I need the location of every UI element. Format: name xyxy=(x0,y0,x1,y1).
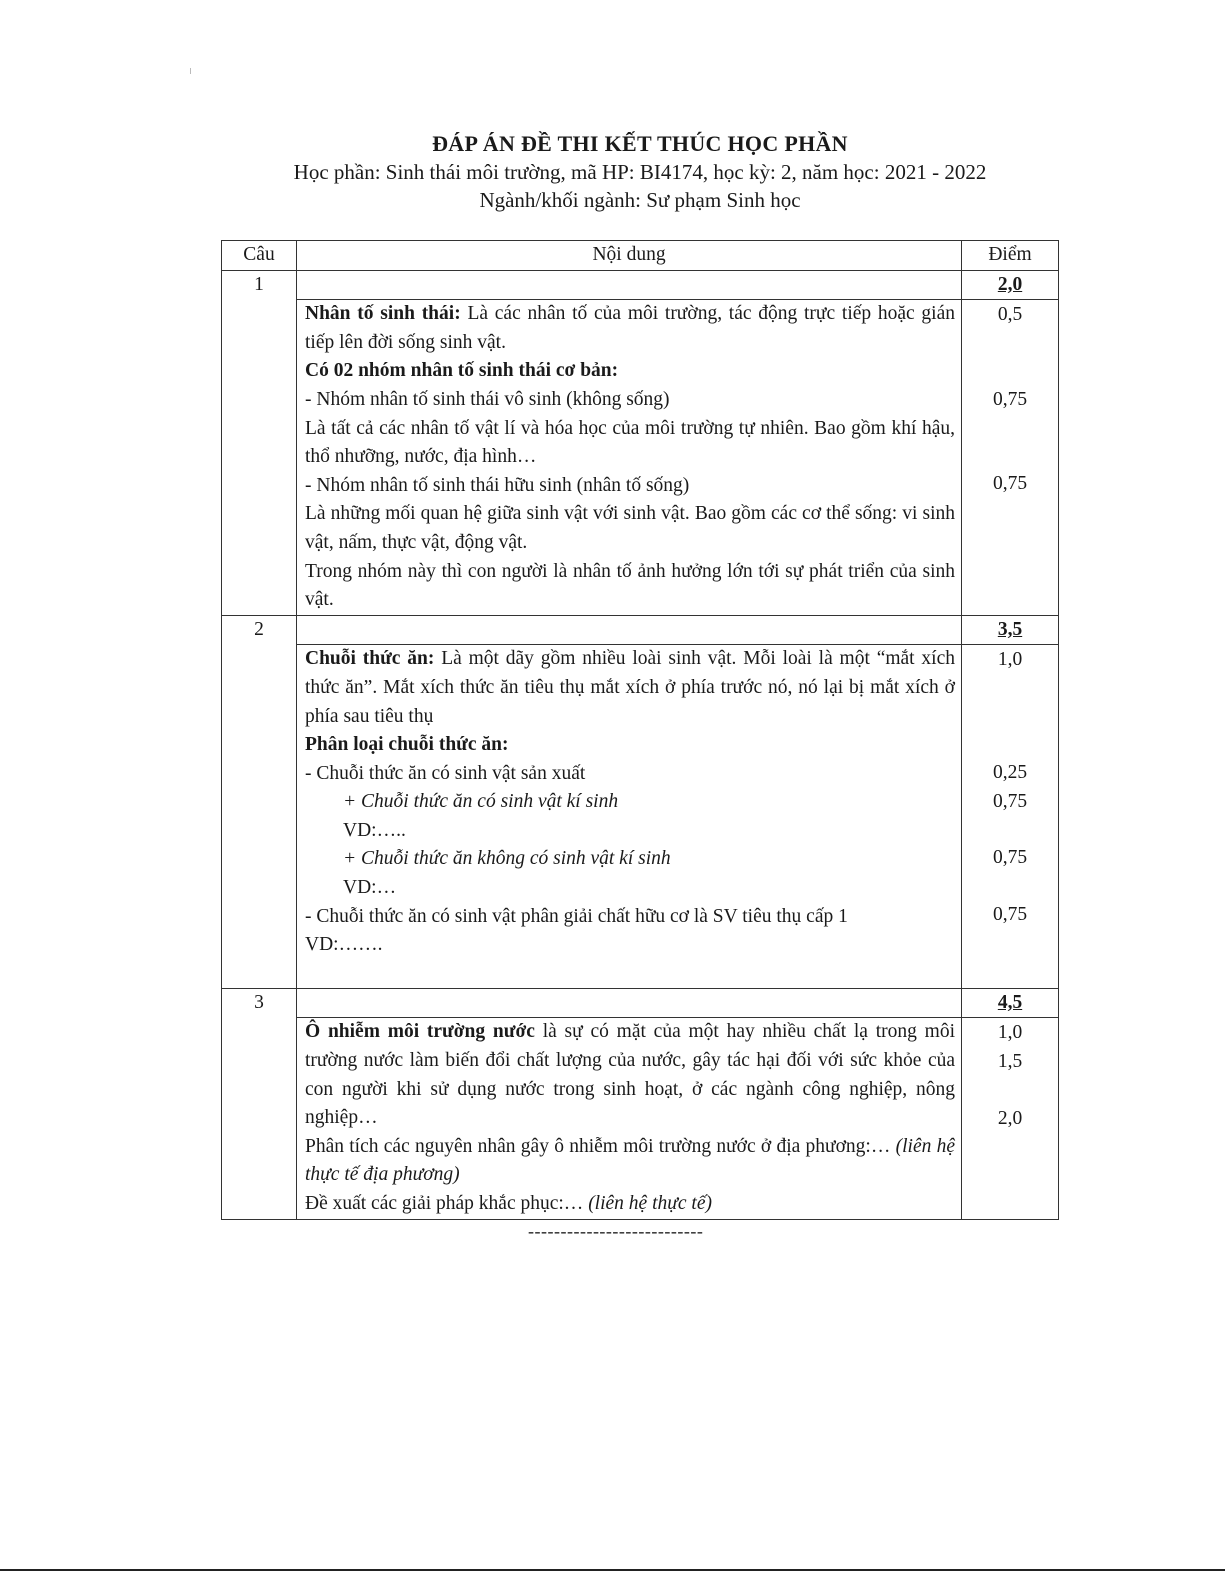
q2-content xyxy=(297,645,962,989)
q2-points-2: 0,25 xyxy=(992,761,1028,783)
q2-line-5: VD:….. xyxy=(343,819,406,841)
page-edge-line xyxy=(0,1569,1225,1571)
q3-points-3: 2,0 xyxy=(997,1107,1023,1129)
q1-line-1 xyxy=(305,300,955,357)
q1-term: Nhân tố sinh thái: xyxy=(305,303,461,325)
q3-paragraph-3 xyxy=(305,1190,955,1219)
q3-head-empty xyxy=(297,988,962,1018)
q1-head-empty xyxy=(297,270,962,300)
q3-content xyxy=(297,1018,962,1219)
scan-mark xyxy=(190,68,191,74)
q3-points-2: 1,5 xyxy=(997,1051,1023,1073)
header-diem: Điểm xyxy=(962,241,1059,271)
q2-definition: Là một dãy gồm nhiều loài sinh vật. Mỗi loài là một “mắt xích thức ăn”. Mắt xích thức ăn tiêu thụ mắt xích ở phía trước nó, nó lại bị mắt xích ở phía sau tiêu thụ xyxy=(305,648,955,727)
q2-line-8: - Chuỗi thức ăn có sinh vật phân giải chất hữu cơ là SV tiêu thụ cấp 1 xyxy=(305,905,848,927)
q3-number: 3 xyxy=(222,988,297,1219)
q1-head-row xyxy=(222,270,1059,300)
q2-line-4: + Chuỗi thức ăn có sinh vật kí sinh xyxy=(343,791,619,813)
q1-points-2: 0,75 xyxy=(992,388,1028,410)
q3-total-points: 4,5 xyxy=(962,988,1059,1018)
q1-line-3: - Nhóm nhân tố sinh thái vô sinh (không sống) xyxy=(305,388,670,410)
q3-causes: Phân tích các nguyên nhân gây ô nhiễm môi trường nước ở địa phương:… xyxy=(305,1135,896,1157)
q1-content xyxy=(297,300,962,616)
q2-points-1: 1,0 xyxy=(997,649,1023,671)
document-header xyxy=(0,130,1225,214)
q3-head-row xyxy=(222,988,1059,1018)
header-noi-dung: Nội dung xyxy=(297,241,962,271)
q2-line-9: VD:……. xyxy=(305,934,383,956)
q2-number: 2 xyxy=(222,615,297,988)
q2-line-7: VD:… xyxy=(343,877,397,899)
q1-line-7: Trong nhóm này thì con người là nhân tố ảnh hưởng lớn tới sự phát triển của sinh vật. xyxy=(305,560,955,611)
q2-points-3: 0,75 xyxy=(992,790,1028,812)
header-cau: Câu xyxy=(222,241,297,271)
q3-term: Ô nhiễm môi trường nước xyxy=(305,1021,535,1043)
q3-solutions-note: (liên hệ thực tế) xyxy=(588,1193,712,1214)
q3-definition: là sự có mặt của một hay nhiều chất lạ trong môi trường nước làm biến đổi chất lượng của nước, gây tác hại đối với sức khỏe của con người khi sử dụng nước trong sinh hoạt, ở các ngành công nghiệp, nông nghiệp… xyxy=(305,1021,955,1129)
q1-content-row xyxy=(222,300,1059,616)
q3-paragraph-2 xyxy=(305,1133,955,1190)
q1-points-1: 0,5 xyxy=(997,304,1023,326)
q2-line-3: - Chuỗi thức ăn có sinh vật sản xuất xyxy=(305,762,586,784)
q2-points xyxy=(962,645,1059,989)
q1-line-5: - Nhóm nhân tố sinh thái hữu sinh (nhân tố sống) xyxy=(305,474,690,496)
q1-points-3: 0,75 xyxy=(992,473,1028,495)
q3-solutions: Đề xuất các giải pháp khắc phục:… xyxy=(305,1193,589,1214)
page-title: ĐÁP ÁN ĐỀ THI KẾT THÚC HỌC PHẦN xyxy=(432,131,848,156)
q3-points-1: 1,0 xyxy=(997,1022,1023,1044)
q2-points-4: 0,75 xyxy=(992,847,1028,869)
q1-points xyxy=(962,300,1059,616)
q1-line-4: Là tất cả các nhân tố vật lí và hóa học của môi trường tự nhiên. Bao gồm khí hậu, thổ nhưỡng, nước, địa hình… xyxy=(305,417,955,468)
course-line: Học phần: Sinh thái môi trường, mã HP: BI4174, học kỳ: 2, năm học: 2021 - 2022 xyxy=(293,160,987,184)
table-header-row xyxy=(222,241,1059,271)
q3-paragraph-1 xyxy=(305,1018,955,1132)
q2-total-points: 3,5 xyxy=(962,615,1059,645)
q1-definition: Là các nhân tố của môi trường, tác động trực tiếp hoặc gián tiếp lên đời sống sinh vật. xyxy=(305,303,956,353)
q3-causes-note: (liên hệ thực tế địa phương) xyxy=(305,1135,956,1186)
q3-content-row xyxy=(222,1018,1059,1219)
q2-line-6: + Chuỗi thức ăn không có sinh vật kí sinh xyxy=(343,848,671,870)
q2-term: Chuỗi thức ăn: xyxy=(305,648,435,670)
end-divider: --------------------------- xyxy=(528,1221,704,1241)
q2-head-empty xyxy=(297,615,962,645)
q1-total-points: 2,0 xyxy=(962,270,1059,300)
q2-points-5: 0,75 xyxy=(992,903,1028,925)
q3-points xyxy=(962,1018,1059,1219)
q2-head-row xyxy=(222,615,1059,645)
answer-table xyxy=(221,240,1059,1220)
q2-content-row xyxy=(222,645,1059,989)
q2-line-2: Phân loại chuỗi thức ăn: xyxy=(305,734,509,756)
q1-line-2: Có 02 nhóm nhân tố sinh thái cơ bản: xyxy=(305,360,619,382)
major-line: Ngành/khối ngành: Sư phạm Sinh học xyxy=(479,188,801,212)
q2-line-1 xyxy=(305,645,955,731)
q1-number: 1 xyxy=(222,270,297,615)
q1-line-6: Là những mối quan hệ giữa sinh vật với sinh vật. Bao gồm các cơ thể sống: vi sinh vật, nấm, thực vật, động vật. xyxy=(305,503,955,553)
